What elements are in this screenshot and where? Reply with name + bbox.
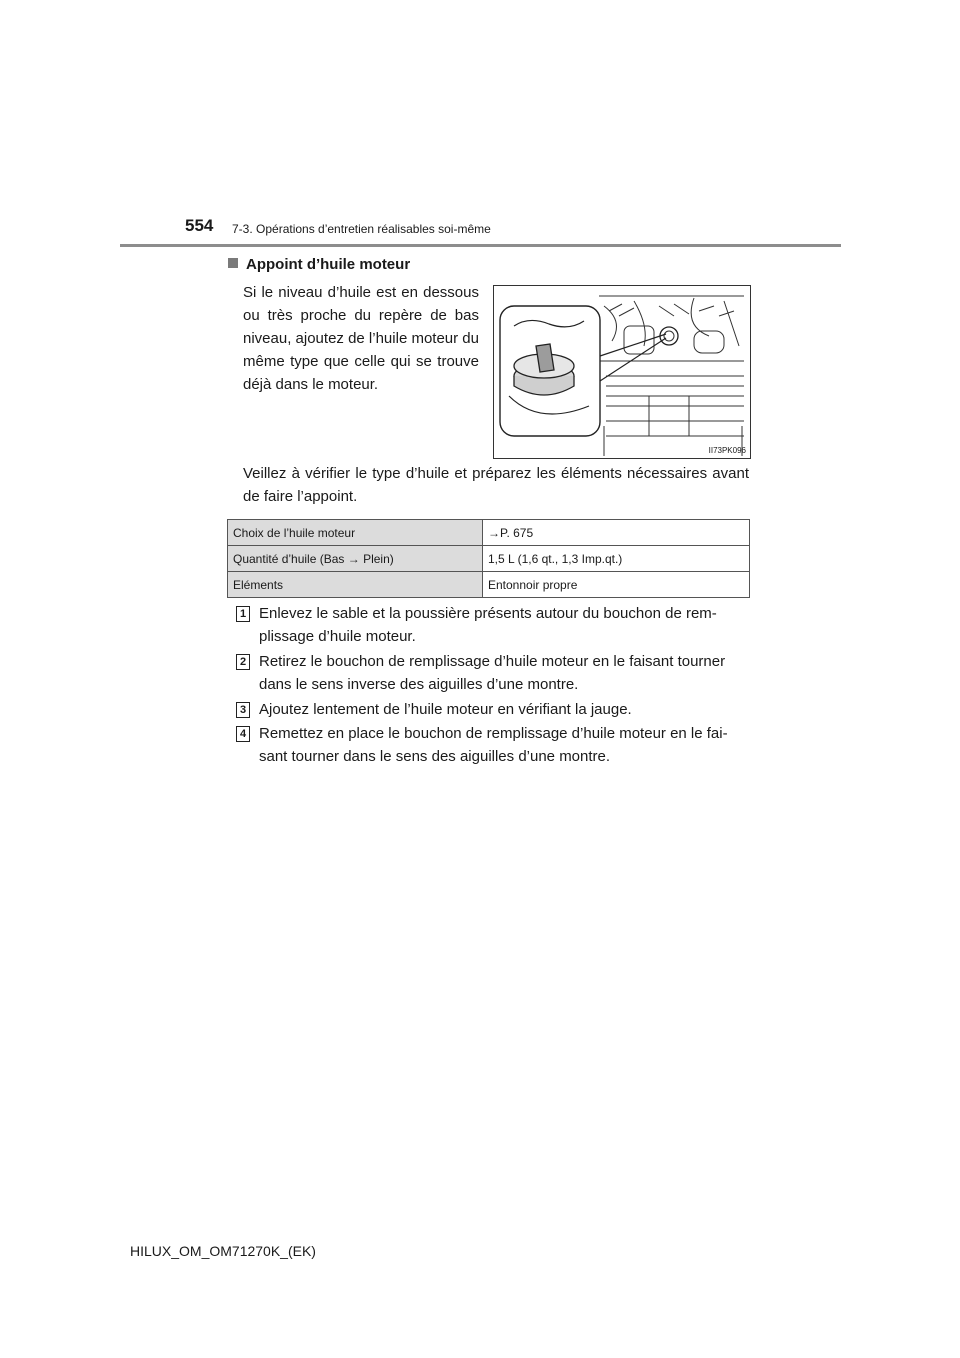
figure-code: II73PK096 xyxy=(708,446,746,455)
step-number-1: 1 xyxy=(236,606,250,622)
table-row xyxy=(228,546,750,572)
oil-spec-table xyxy=(227,519,750,598)
table-value: Entonnoir propre xyxy=(483,572,750,598)
step-3 xyxy=(243,698,749,721)
step-1 xyxy=(243,602,749,648)
heading-text: Appoint d’huile moteur xyxy=(246,256,411,273)
step-number-3: 3 xyxy=(236,702,250,718)
table-row xyxy=(228,572,750,598)
table-label: Choix de l’huile moteur xyxy=(228,520,483,546)
page-number: 554 xyxy=(185,216,214,235)
step-number-2: 2 xyxy=(236,654,250,670)
step-line: dans le sens inverse des aiguilles d’une montre. xyxy=(259,676,579,693)
step-line: Enlevez le sable et la poussière présents autour du bouchon de rem- xyxy=(259,605,717,622)
step-line: Remettez en place le bouchon de remplissage d’huile moteur en le fai- xyxy=(259,725,728,742)
step-line: sant tourner dans le sens des aiguilles d’une montre. xyxy=(259,748,611,765)
step-2 xyxy=(243,650,749,696)
body-paragraph: Veillez à vérifier le type d’huile et préparez les éléments nécessaires avant de faire l’appoint. xyxy=(243,465,749,505)
section-heading xyxy=(228,256,410,273)
table-value: →P. 675 xyxy=(483,520,750,546)
step-4 xyxy=(243,722,749,768)
step-line: Ajoutez lentement de l’huile moteur en vérifiant la jauge. xyxy=(259,701,632,718)
footer-doc-code: HILUX_OM_OM71270K_(EK) xyxy=(130,1243,316,1259)
table-row xyxy=(228,520,750,546)
header-rule xyxy=(120,244,841,247)
engine-bay-drawing xyxy=(494,286,750,458)
table-value: 1,5 L (1,6 qt., 1,3 Imp.qt.) xyxy=(483,546,750,572)
table-label: Quantité d’huile (Bas → Plein) xyxy=(228,546,483,572)
step-number-4: 4 xyxy=(236,726,250,742)
step-line: plissage d’huile moteur. xyxy=(259,628,416,645)
section-title: 7-3. Opérations d’entretien réalisables soi-même xyxy=(232,222,491,236)
intro-paragraph: Si le niveau d’huile est en dessous ou très proche du repère de bas niveau, ajoutez de l’huile moteur du même type que celle qui se trouve déjà dans le moteur. xyxy=(243,284,479,393)
engine-oil-illustration xyxy=(493,285,751,459)
step-line: Retirez le bouchon de remplissage d’huile moteur en le faisant tourner xyxy=(259,653,726,670)
bullet-square-icon xyxy=(228,258,238,268)
table-label: Eléments xyxy=(228,572,483,598)
